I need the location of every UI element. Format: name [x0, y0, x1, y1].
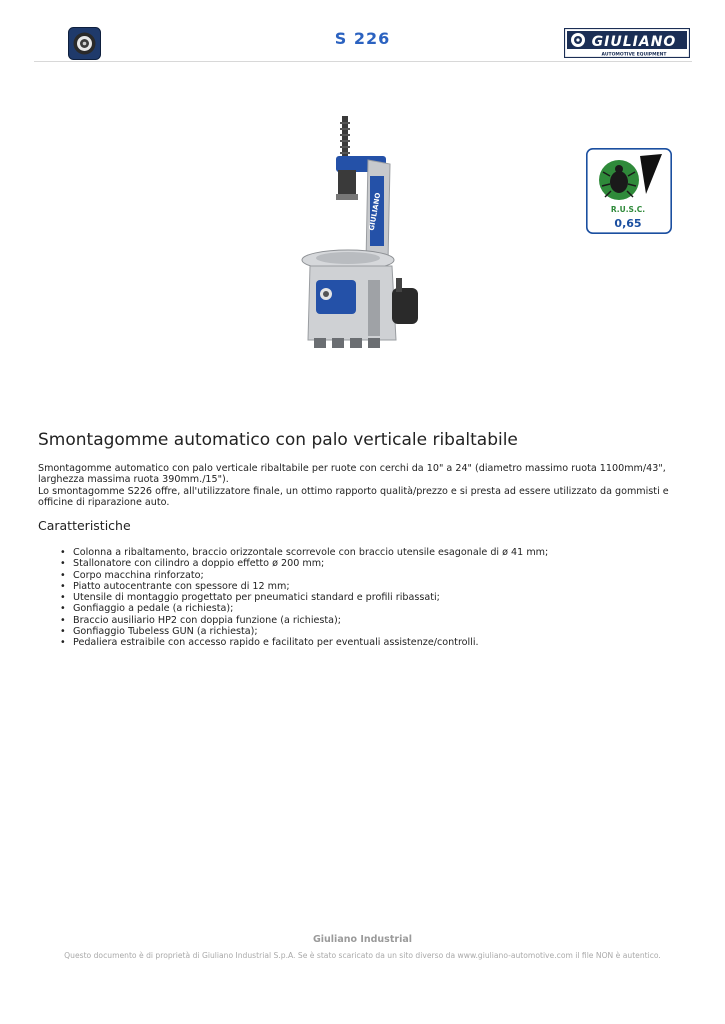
feature-item: • Gonfiaggio Tubeless GUN (a richiesta);: [60, 626, 690, 637]
feature-item: • Pedaliera estraibile con accesso rapido e facilitato per eventuali assistenze/controlli.: [60, 637, 690, 648]
rusc-badge: [586, 148, 672, 234]
footer-brand: Giuliano Industrial: [312, 934, 412, 945]
feature-item: • Braccio ausiliario HP2 con doppia funzione (a richiesta);: [60, 615, 690, 626]
rusc-label: R.U.S.C.: [610, 205, 646, 214]
product-description: [38, 463, 690, 509]
feature-item: • Piatto autocentrante con spessore di 12 mm;: [60, 581, 690, 592]
feature-item: • Colonna a ribaltamento, braccio orizzontale scorrevole con braccio utensile esagonale di ø 41 mm;: [60, 547, 690, 558]
features-heading: Caratteristiche: [38, 518, 131, 533]
tire-changer-machine-image: [296, 112, 432, 354]
svg-text:GIULIANO: GIULIANO: [367, 192, 383, 232]
model-title: S 226: [334, 29, 391, 48]
footer-disclaimer: Questo documento è di proprietà di Giuliano Industrial S.p.A. Se è stato scaricato da un sito diverso da www.giuliano-automotive.com il file NON è autentico.: [64, 951, 661, 960]
header-divider: [34, 61, 692, 62]
feature-item: • Gonfiaggio a pedale (a richiesta);: [60, 603, 690, 614]
giuliano-logo: [564, 28, 690, 58]
logo-text: GIULIANO: [591, 34, 677, 50]
product-title: Smontagomme automatico con palo verticale ribaltabile: [38, 430, 518, 450]
feature-item: • Utensile di montaggio progettato per pneumatici standard e profili ribassati;: [60, 592, 690, 603]
description-paragraph: Smontagomme automatico con palo verticale ribaltabile per ruote con cerchi da 10" a 24" (diametro massimo ruota 1100mm/43", larghezza massima ruota 390mm./15").: [38, 463, 666, 486]
description-paragraph: Lo smontagomme S226 offre, all'utilizzatore finale, un ottimo rapporto qualità/prezzo e si presta ad essere utilizzato da gommisti e officine di riparazione auto.: [38, 485, 669, 509]
logo-subtext: AUTOMOTIVE EQUIPMENT: [601, 52, 667, 58]
feature-item: • Corpo macchina rinforzato;: [60, 570, 690, 581]
rusc-value: 0,65: [614, 217, 642, 230]
feature-item: • Stallonatore con cilindro a doppio effetto ø 200 mm;: [60, 558, 690, 569]
features-list: [60, 547, 690, 649]
